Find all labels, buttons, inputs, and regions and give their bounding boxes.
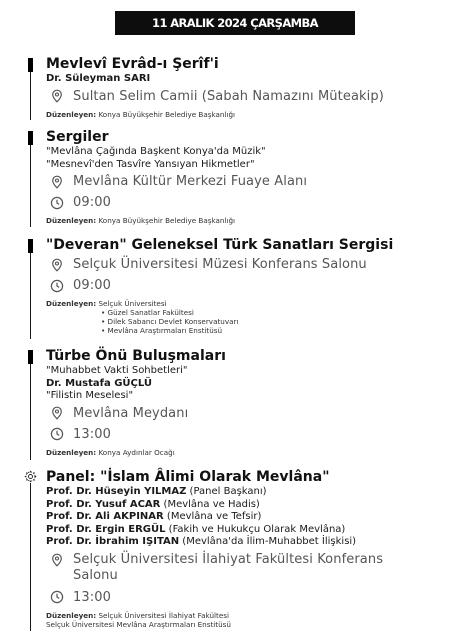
event-panel-islam-alimi (30, 471, 440, 631)
event-speaker: Dr. Süleyman SARI (46, 73, 151, 84)
panelist (46, 499, 440, 512)
clock-icon (50, 279, 64, 293)
event-sergiler (30, 131, 440, 227)
organizer (46, 448, 440, 457)
location-pin-icon (50, 406, 64, 420)
panelist-role: (Mevlâna ve Tefsir) (166, 511, 262, 522)
organizer-units (101, 308, 440, 335)
organizer (46, 216, 440, 225)
location-row (50, 171, 440, 192)
event-title: Mevlevî Evrâd-ı Şerîf'i (46, 56, 219, 72)
exhibition-name: "Mevlâna Çağında Başkent Konya'da Müzik" (46, 146, 266, 157)
time-text: 09:00 (73, 278, 111, 293)
event-turbe-onu-bulusmalari (30, 350, 440, 460)
location-text: Sultan Selim Camii (Sabah Namazını Müteakip) (73, 88, 384, 104)
rosette-icon (24, 470, 37, 483)
organizer-name: Selçuk Üniversitesi İlahiyat Fakültesi (98, 610, 230, 620)
exhibition-name: "Mesnevî'den Tasvîre Yansıyan Hikmetler" (46, 158, 255, 170)
location-text: Selçuk Üniversitesi İlahiyat Fakültesi Konferans Salonu (73, 551, 384, 583)
organizer-label: Düzenleyen: (46, 447, 97, 457)
organizer-unit: • Dilek Sabancı Devlet Konservatuvarı (101, 317, 440, 326)
date-banner (115, 11, 355, 35)
timeline-rail (30, 143, 31, 227)
location-text: Selçuk Üniversitesi Müzesi Konferans Salonu (73, 257, 367, 272)
organizer-name: Konya Büyükşehir Belediye Başkanlığı (98, 109, 236, 119)
organizer-label: Düzenleyen: (46, 610, 97, 620)
panelist-name: Prof. Dr. Hüseyin YILMAZ (46, 486, 187, 497)
organizer-label: Düzenleyen: (46, 216, 97, 225)
organizer-name: Konya Büyükşehir Belediye Başkanlığı (98, 216, 236, 225)
time-text: 13:00 (73, 589, 111, 605)
event-title: Sergiler (46, 129, 109, 145)
time-row (50, 275, 440, 296)
location-row (50, 403, 440, 424)
organizer-name: Selçuk Üniversitesi (98, 299, 167, 308)
panelist-name: Prof. Dr. Yusuf ACAR (46, 498, 161, 510)
organizer-label: Düzenleyen: (46, 299, 97, 308)
organizer-unit: • Güzel Sanatlar Fakültesi (101, 308, 440, 317)
clock-icon (50, 590, 64, 604)
time-text: 09:00 (73, 195, 111, 210)
panelist-role: (Panel Başkanı) (189, 486, 267, 497)
organizer (46, 110, 440, 119)
organizer (46, 611, 440, 629)
panelist-role: (Mevlâna ve Hadis) (163, 498, 260, 510)
panelist (46, 536, 440, 549)
timeline-rail (30, 70, 31, 120)
event-title: Panel: "İslam Âlimi Olarak Mevlâna" (46, 469, 330, 485)
location-text: Mevlâna Kültür Merkezi Fuaye Alanı (73, 174, 308, 189)
location-row (50, 86, 440, 107)
panelist-role: (Mevlâna'da İlim-Muhabbet İlişkisi) (182, 536, 357, 547)
clock-icon (50, 196, 64, 210)
location-row (50, 254, 440, 275)
location-text: Mevlâna Meydanı (73, 405, 189, 421)
timeline-rail (30, 251, 31, 339)
location-pin-icon (50, 553, 64, 567)
event-title: Türbe Önü Buluşmaları (46, 348, 226, 364)
panelist-name: Prof. Dr. Ali AKPINAR (46, 511, 164, 522)
event-title: "Deveran" Geleneksel Türk Sanatları Sergisi (46, 237, 394, 253)
location-pin-icon (50, 89, 64, 103)
date-banner-text: 11 ARALIK 2024 ÇARŞAMBA (152, 16, 318, 30)
time-row (50, 424, 440, 445)
clock-icon (50, 427, 64, 441)
timeline-marker (28, 239, 33, 253)
organizer-label: Düzenleyen: (46, 109, 97, 119)
talk-topic: "Filistin Meselesi" (46, 390, 134, 401)
panelist-name: Prof. Dr. Ergin ERGÜL (46, 523, 166, 535)
timeline-marker (28, 350, 33, 364)
panelist-role: (Fakih ve Hukukçu Olarak Mevlâna) (168, 523, 346, 535)
organizer-name: Konya Aydınlar Ocağı (98, 447, 175, 457)
location-pin-icon (50, 175, 64, 189)
panelist (46, 524, 440, 537)
time-row (50, 192, 440, 213)
timeline-marker (28, 58, 33, 72)
time-text: 13:00 (73, 426, 111, 442)
organizer-name-line2: Selçuk Üniversitesi Mevlâna Araştırmaları Enstitüsü (46, 619, 231, 629)
time-row (50, 587, 440, 608)
event-mevlevi-evrad (30, 58, 440, 120)
event-subtitle: "Muhabbet Vakti Sohbetleri" (46, 365, 188, 376)
panelist (46, 511, 440, 524)
panelist (46, 486, 440, 499)
timeline-marker (28, 131, 33, 145)
organizer (46, 299, 440, 335)
panelist-name: Prof. Dr. İbrahim IŞITAN (46, 536, 180, 547)
event-deveran-sergisi (30, 239, 440, 339)
organizer-unit: • Mevlâna Araştırmaları Enstitüsü (101, 326, 440, 335)
event-speaker: Dr. Mustafa GÜÇLÜ (46, 377, 153, 389)
location-row (50, 552, 390, 584)
timeline-rail (30, 483, 31, 631)
location-pin-icon (50, 258, 64, 272)
timeline-rail (30, 362, 31, 460)
